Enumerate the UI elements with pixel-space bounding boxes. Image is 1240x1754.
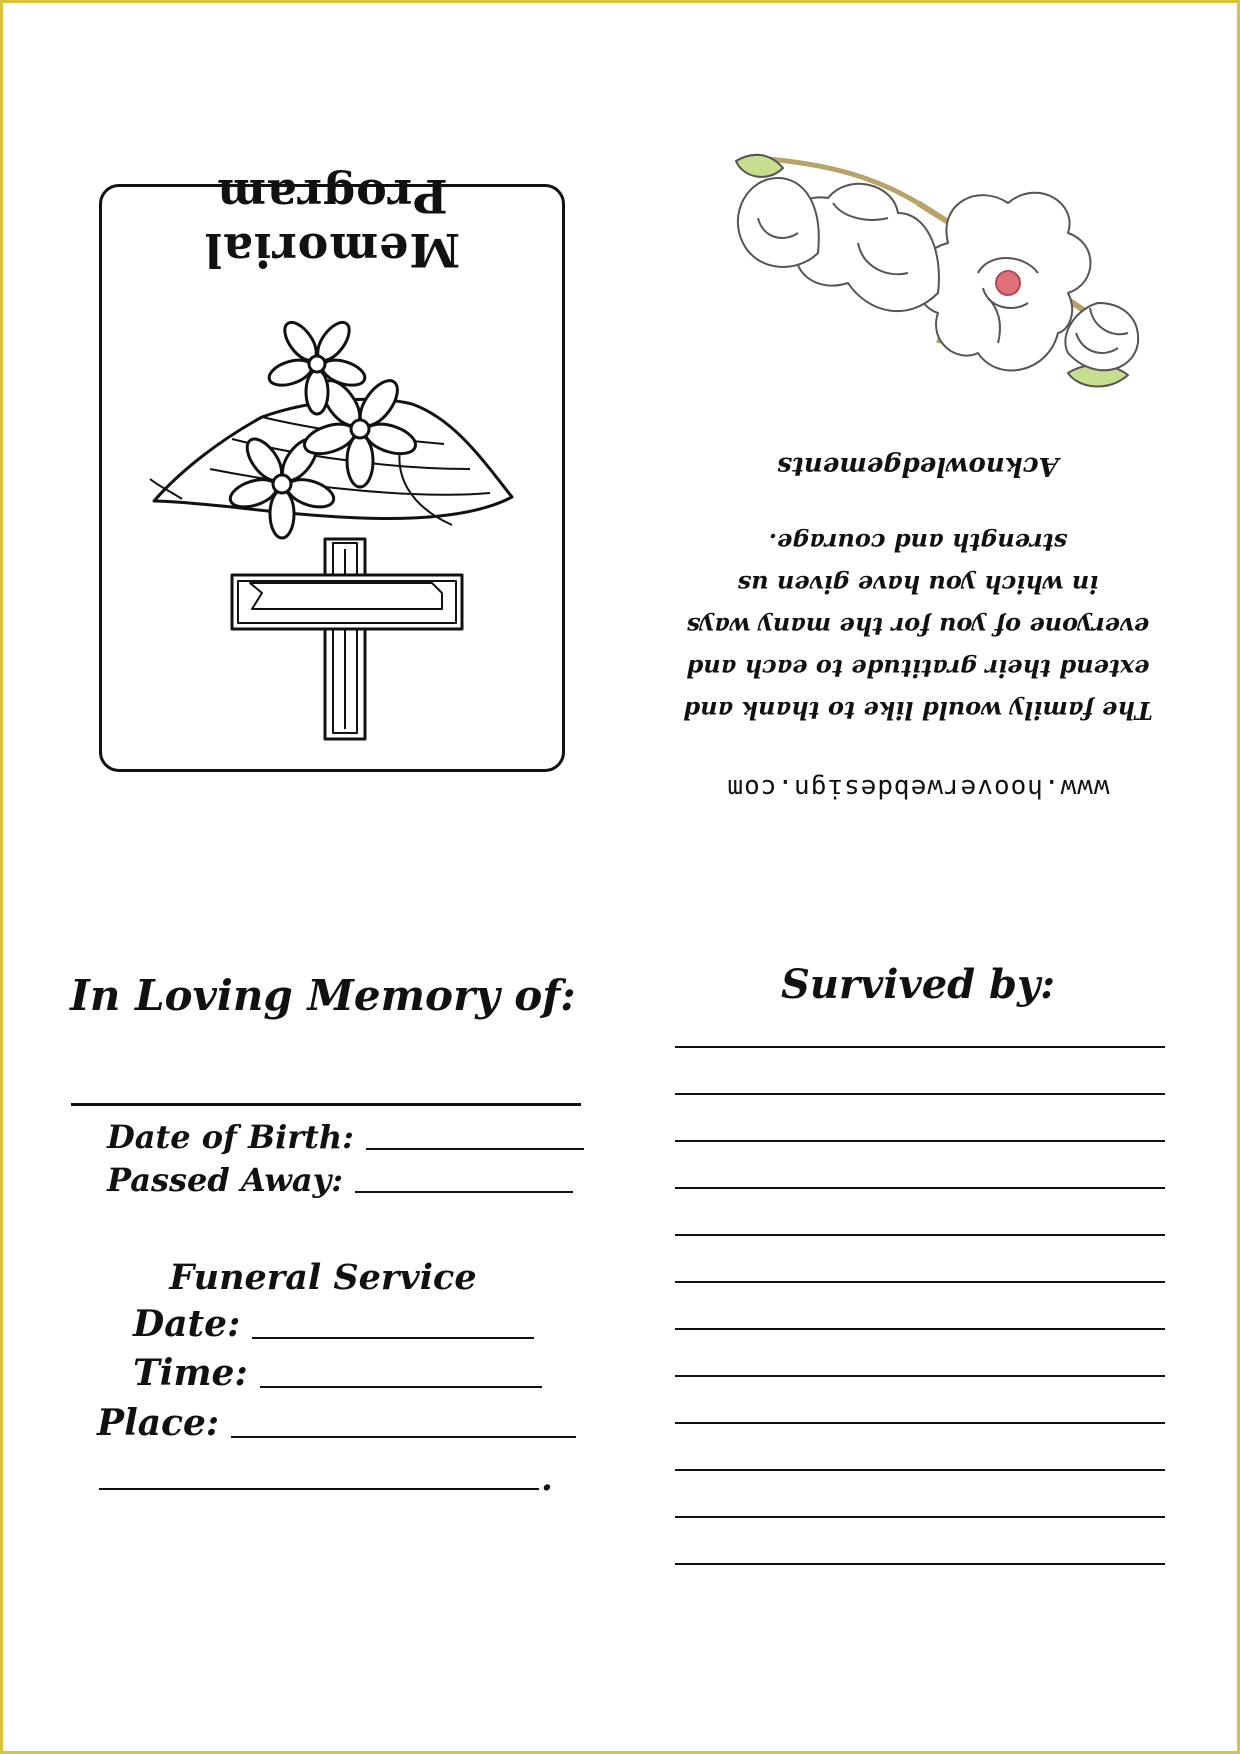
acknowledgements-line: The family would like to thank and (683, 696, 1153, 725)
trailing-period: . (541, 1459, 553, 1499)
acknowledgements-text (668, 521, 1168, 731)
passed-away-blank[interactable] (355, 1190, 573, 1193)
service-place-blank[interactable] (231, 1435, 576, 1438)
survivor-blank-line[interactable] (675, 1281, 1165, 1283)
acknowledgements-panel (658, 153, 1178, 803)
date-of-birth-row (107, 1118, 584, 1156)
service-time-row (133, 1352, 542, 1394)
date-of-birth-blank[interactable] (366, 1147, 584, 1150)
survivor-blank-line[interactable] (675, 1422, 1165, 1424)
survivor-blank-line[interactable] (675, 1328, 1165, 1330)
service-date-label: Date: (133, 1303, 241, 1345)
acknowledgements-line: in which you have given us (737, 570, 1099, 599)
survivor-blank-line[interactable] (675, 1187, 1165, 1189)
cross-with-flowers-illustration (102, 309, 562, 769)
survivor-blank-line[interactable] (675, 1234, 1165, 1236)
passed-away-label: Passed Away: (107, 1161, 344, 1199)
website-url: www.hooverwebdesign.com (726, 773, 1110, 803)
service-time-blank[interactable] (260, 1385, 542, 1388)
funeral-service-heading: Funeral Service (169, 1257, 477, 1298)
survivor-blank-line[interactable] (675, 1046, 1165, 1048)
acknowledgements-line: everyone of you for the many ways (686, 612, 1150, 641)
cover-card (99, 169, 565, 772)
acknowledgements-heading: Acknowledgements (777, 451, 1059, 481)
service-place-row (97, 1402, 576, 1444)
survivor-blank-line[interactable] (675, 1140, 1165, 1142)
magnolia-illustration (728, 143, 1148, 403)
survivor-blank-line[interactable] (675, 1563, 1165, 1565)
service-place-label: Place: (97, 1402, 220, 1444)
acknowledgements-line: strength and courage. (768, 528, 1068, 557)
service-date-blank[interactable] (252, 1336, 534, 1339)
survivor-blank-line[interactable] (675, 1516, 1165, 1518)
in-loving-memory-heading: In Loving Memory of: (70, 971, 576, 1020)
cover-title: Memorial Program (203, 169, 461, 277)
survivor-blank-line[interactable] (675, 1375, 1165, 1377)
survivor-blank-line[interactable] (675, 1469, 1165, 1471)
service-date-row (133, 1303, 534, 1345)
date-of-birth-label: Date of Birth: (107, 1118, 354, 1156)
survived-by-heading: Survived by: (780, 961, 1056, 1008)
passed-away-row (107, 1161, 573, 1199)
place-continuation-blank[interactable] (99, 1488, 539, 1490)
survived-by-lines (675, 1046, 1165, 1610)
acknowledgements-line: extend their gratitude to each and (686, 654, 1150, 683)
name-blank-line[interactable] (71, 1103, 581, 1106)
service-time-label: Time: (133, 1352, 248, 1394)
survivor-blank-line[interactable] (675, 1093, 1165, 1095)
